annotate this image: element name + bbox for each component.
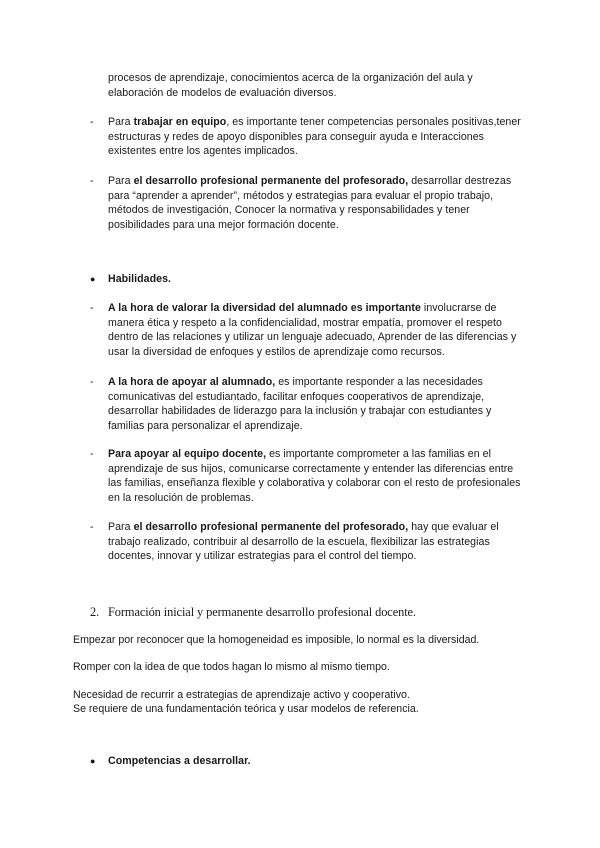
bold-phrase: Para apoyar al equipo docente, (108, 448, 267, 460)
bold-phrase: A la hora de valorar la diversidad del alumnado es importante (108, 302, 421, 314)
paragraph-diversity: Empezar por reconocer que la homogeneidad es imposible, lo normal es la diversidad. (73, 634, 480, 646)
list-item-support-students: A la hora de apoyar al alumnado, es importante responder a las necesidades comunicativas del estudiantado, facilitar enfoques cooperativos de aprendizaje, desarrollar habilidades de liderazgo para la inclusión y trabajar con estudiantes y familias para personalizar el aprendizaje. (108, 376, 492, 432)
list-item-professional-development: Para el desarrollo profesional permanente del profesorado, desarrollar destrezas para “aprender a aprender”, métodos y estrategias para evaluar el propio trabajo, métodos de investigación, Conocer la normativa y responsabilidades y tener posibilidades para una mejor formación docente. (108, 175, 512, 231)
list-dash: - (90, 448, 94, 460)
intro-line-1: procesos de aprendizaje, conocimientos acerca de la organización del aula y (108, 72, 473, 84)
bold-phrase: el desarrollo profesional permanente del profesorado, (133, 175, 409, 187)
section-title: Formación inicial y permanente desarrollo profesional docente. (108, 605, 416, 619)
list-item-professional-development-2: Para el desarrollo profesional permanente del profesorado, hay que evaluar el trabajo realizado, contribuir al desarrollo de la escuela, flexibilizar las estrategias docentes, innovar y utilizar estrategias para el control del tiempo. (108, 521, 499, 563)
skills-heading: Habilidades. (108, 273, 172, 285)
paragraph-same-time: Romper con la idea de que todos hagan lo mismo al mismo tiempo. (73, 661, 390, 673)
bullet-dot: ● (90, 756, 96, 766)
list-dash: - (90, 302, 94, 314)
list-item-diversity: A la hora de valorar la diversidad del alumnado es importante involucrarse de manera ética y respeto a la confidencialidad, mostrar empatía, promover el respeto dentro de las relaciones y utilizar un lenguaje adecuado, Aprender de las diferencias y usar la diversidad de enfoques y estilos de aprendizaje como recursos. (108, 302, 517, 358)
list-dash: - (90, 175, 94, 187)
list-item-support-team: Para apoyar al equipo docente, es importante comprometer a las familias en el aprendizaje de sus hijos, comunicarse correctamente y entender las diferencias entre las familias, enseñanza flexible y colaborativa y colaborar con el resto de profesionales en la resolución de problemas. (108, 448, 521, 504)
list-item-teamwork: Para trabajar en equipo, es importante tener competencias personales positivas,tener estructuras y redes de apoyo disponibles para conseguir ayuda e Interacciones existentes entre los agentes implicados. (108, 116, 521, 158)
list-dash: - (90, 376, 94, 388)
list-dash: - (90, 521, 94, 533)
bold-phrase: el desarrollo profesional permanente del profesorado, (133, 521, 409, 533)
list-dash: - (90, 116, 94, 128)
bullet-dot: ● (90, 274, 96, 284)
paragraph-active-learning-line-1: Necesidad de recurrir a estrategias de aprendizaje activo y cooperativo. (73, 689, 410, 701)
intro-line-2: elaboración de modelos de evaluación diversos. (108, 87, 337, 99)
competencies-heading: Competencias a desarrollar. (108, 755, 251, 767)
section-number: 2. (90, 605, 100, 619)
bold-phrase: A la hora de apoyar al alumnado, (108, 376, 276, 388)
bold-phrase: trabajar en equipo (133, 116, 227, 128)
paragraph-active-learning-line-2: Se requiere de una fundamentación teórica y usar modelos de referencia. (73, 703, 419, 715)
